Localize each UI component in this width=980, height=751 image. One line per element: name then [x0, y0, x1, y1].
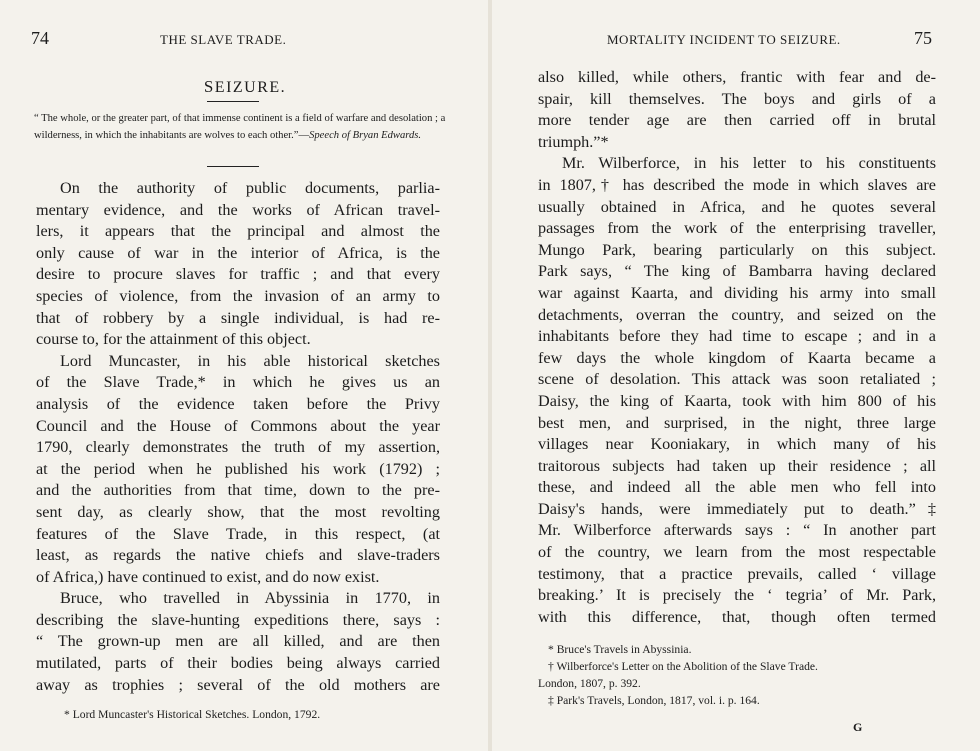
text-line: of the Slave Trade,* in which he gives us an	[36, 373, 440, 392]
text-line: traitorous subjects had taken up their residence ; all	[538, 456, 936, 475]
text-line: breaking.’ It is precisely the ‘ tegria’ of Mr. Park,	[538, 586, 936, 605]
text-line: sent day, as clearly show, that the most revolting	[36, 502, 440, 521]
text-line: “ The grown-up men are all killed, and are then	[36, 632, 440, 651]
text-line: more tender age are then carried off in brutal	[538, 111, 936, 130]
text-line: spair, kill themselves. The boys and girls of a	[538, 89, 936, 108]
text-line: of the country, we learn from the most respectable	[538, 543, 936, 562]
text-line: Mr. Wilberforce afterwards says : “ In another part	[538, 521, 936, 540]
footnote: ‡ Park's Travels, London, 1817, vol. i. p. 164.	[548, 694, 760, 707]
epigraph	[34, 110, 448, 144]
text-line: Lord Muncaster, in his able historical sketches	[60, 351, 440, 370]
text-line: away as trophies ; several of the old mothers are	[36, 675, 440, 694]
signature-mark: G	[853, 720, 863, 734]
title-rule	[207, 101, 259, 102]
body-text	[36, 178, 440, 696]
text-line: course to, for the attainment of this object.	[36, 330, 311, 349]
text-line: scene of desolation. This attack was soon retaliated ;	[538, 370, 936, 389]
text-line: analysis of the evidence taken before the Privy	[36, 394, 440, 413]
footnote: † Wilberforce's Letter on the Abolition of the Slave Trade.	[548, 660, 818, 673]
footnotes	[538, 641, 938, 709]
text-line: and the authorities from that time, down to the pre-	[36, 481, 440, 500]
text-line: with this difference, that, though often termed	[538, 607, 936, 626]
right-page	[490, 0, 980, 751]
text-line: features of the Slave Trade, in this respect, (at	[36, 524, 440, 543]
text-line: least, as regards the native chiefs and slave-traders	[36, 546, 440, 565]
text-line: mutilated, parts of their bodies being always carried	[36, 654, 440, 673]
text-line: Daisy's hands, were immediately put to death.”‡	[538, 499, 936, 518]
text-line: 1790, clearly demonstrates the truth of my assertion,	[36, 438, 440, 457]
text-line: Council and the House of Commons about the year	[36, 416, 440, 435]
footnotes	[64, 706, 320, 723]
section-title-rest: EIZURE.	[214, 79, 287, 96]
text-line: detachments, overran the country, and seized on the	[538, 305, 936, 324]
text-line: Mungo Park, bearing particularly on this subject.	[538, 240, 936, 259]
text-line: Mr. Wilberforce, in his letter to his constituents	[562, 154, 936, 173]
running-head: THE SLAVE TRADE.	[160, 32, 287, 47]
text-line: at the period when he published his work (1792) ;	[36, 459, 440, 478]
text-line: Daisy, the king of Kaarta, took with him 800 of his	[538, 391, 936, 410]
running-head: MORTALITY INCIDENT TO SEIZURE.	[607, 32, 841, 47]
text-line: war against Kaarta, and dividing his army into small	[538, 283, 936, 302]
text-line: mentary evidence, and the works of African travel-	[36, 200, 440, 219]
body-text	[538, 67, 936, 628]
text-line: species of violence, from the invasion of an army to	[36, 286, 440, 305]
text-line: lers, it appears that the principal and almost the	[36, 222, 440, 241]
text-line: of Africa,) have continued to exist, and do now exist.	[36, 567, 380, 586]
text-line: passages from the work of the enterprising traveller,	[538, 219, 936, 238]
epigraph-quote: “ The whole, or the greater part, of that immense continent is a field of warfare and desolation ; a wilderness, in which the inhabitants are wolves to each other.”—	[34, 113, 446, 141]
section-title	[0, 77, 490, 97]
text-line: testimony, that a practice prevails, called ‘ village	[538, 564, 936, 583]
footnote-continuation: London, 1807, p. 392.	[538, 677, 641, 690]
text-line: villages near Kooniakary, in which many of his	[538, 435, 936, 454]
text-line: describing the slave-hunting expeditions there, says :	[36, 610, 440, 629]
footnote: * Lord Muncaster's Historical Sketches. London, 1792.	[64, 708, 321, 721]
text-line: Park says, “ The king of Bambarra having declared	[538, 262, 936, 281]
page-number: 74	[31, 28, 49, 48]
text-line: also killed, while others, frantic with fear and de-	[538, 68, 936, 86]
text-line: inhabitants before they had time to escape ; and in a	[538, 327, 936, 346]
text-line: triumph.”*	[538, 132, 609, 151]
text-line: Bruce, who travelled in Abyssinia in 1770, in	[60, 589, 440, 608]
text-line: that of robbery by a single individual, is had re-	[36, 308, 440, 327]
section-title-initial: S	[203, 77, 215, 96]
text-line: in 1807,† has described the mode in which slaves are	[538, 175, 936, 194]
text-line: these, and indeed all the able men who fell into	[538, 478, 936, 497]
text-line: only cause of war in the interior of Africa, is the	[36, 243, 440, 262]
text-line: usually obtained in Africa, and he quotes several	[538, 197, 936, 216]
text-line: On the authority of public documents, parlia-	[60, 179, 440, 197]
epigraph-attribution: Speech of Bryan Edwards.	[309, 130, 422, 141]
text-line: few days the whole kingdom of Kaarta became a	[538, 348, 936, 367]
footnote: * Bruce's Travels in Abyssinia.	[548, 643, 692, 656]
page-number: 75	[914, 28, 932, 48]
text-line: best men, and surprised, in the night, three large	[538, 413, 936, 432]
text-line: desire to procure slaves for traffic ; and that every	[36, 265, 440, 284]
epigraph-rule	[207, 166, 259, 167]
